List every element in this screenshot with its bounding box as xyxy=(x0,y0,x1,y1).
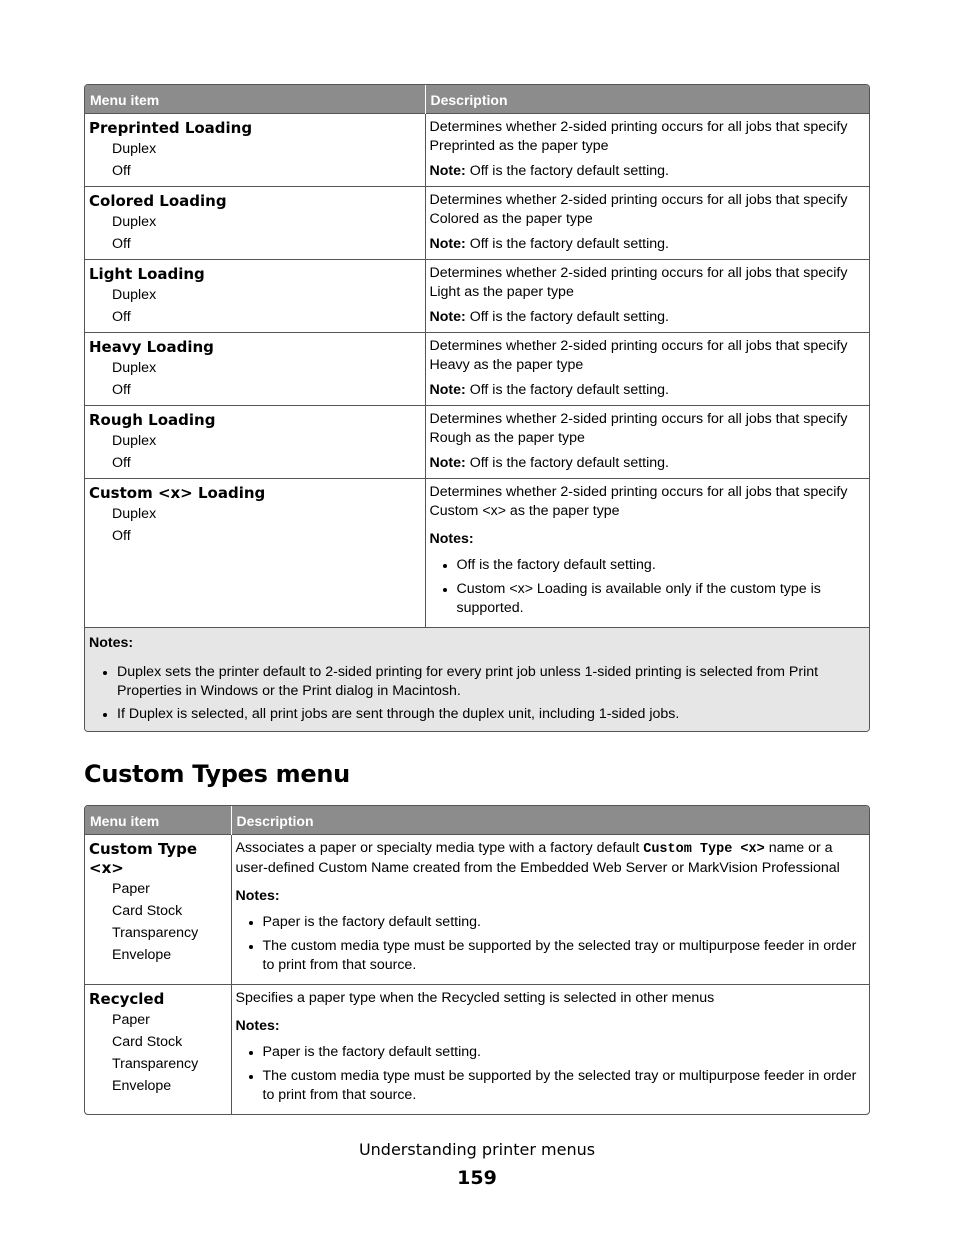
header-description: Description xyxy=(231,806,869,835)
description-cell xyxy=(425,406,869,479)
note-text: Off is the factory default setting. xyxy=(465,455,669,471)
description-cell xyxy=(425,479,869,628)
menu-item-cell xyxy=(85,260,425,333)
note-text: Off is the factory default setting. xyxy=(465,236,669,252)
menu-item-cell xyxy=(85,333,425,406)
notes-list xyxy=(430,556,866,618)
duplex-loading-table xyxy=(84,84,870,732)
note xyxy=(430,308,866,327)
menu-item-title: Colored Loading xyxy=(89,192,227,210)
menu-option: Off xyxy=(112,236,131,252)
menu-option: Envelope xyxy=(112,1078,172,1094)
menu-option: Duplex xyxy=(112,287,157,303)
table-row xyxy=(85,333,869,406)
table-row xyxy=(85,835,869,985)
menu-item-cell xyxy=(85,187,425,260)
list-item: • Paper is the factory default setting. xyxy=(263,913,866,932)
menu-item-cell xyxy=(85,406,425,479)
menu-option: Off xyxy=(112,528,131,544)
footer-section-label: Understanding printer menus xyxy=(358,1140,596,1159)
notes-list xyxy=(236,913,866,975)
menu-option: Card Stock xyxy=(112,1034,183,1050)
table-row xyxy=(85,479,869,628)
menu-option: Off xyxy=(112,309,131,325)
description-text: Determines whether 2-sided printing occurs for all jobs that specify Custom <x> as the paper type xyxy=(429,484,848,519)
menu-option: Paper xyxy=(112,881,150,897)
description-text: Determines whether 2-sided printing occurs for all jobs that specify Preprinted as the paper type xyxy=(429,119,848,154)
note-label: Note: xyxy=(429,382,466,398)
notes-label: Notes: xyxy=(235,1018,280,1034)
menu-option: Envelope xyxy=(112,947,172,963)
page-number: 159 xyxy=(457,1167,497,1189)
note-label: Note: xyxy=(429,309,466,325)
table-header-row xyxy=(85,806,869,835)
header-menu-item: Menu item xyxy=(85,85,425,114)
description-cell xyxy=(231,985,869,1115)
description-text-end: name or a user-defined Custom Name created from the Embedded Web Server or MarkVision Professional xyxy=(235,840,840,876)
menu-item-title: Heavy Loading xyxy=(89,338,214,356)
description-cell xyxy=(425,187,869,260)
description-text-start: Associates a paper or specialty media type with a factory default xyxy=(235,840,644,856)
list-item: • The custom media type must be supported by the selected tray or multipurpose feeder in order to print from that source. xyxy=(263,1067,866,1105)
table-notes-cell xyxy=(85,628,869,732)
description-cell xyxy=(425,260,869,333)
menu-option: Duplex xyxy=(112,214,157,230)
menu-item-title: Custom Type <x> xyxy=(89,840,198,877)
notes-label: Notes: xyxy=(235,888,280,904)
note-text: Off is the factory default setting. xyxy=(465,163,669,179)
menu-option: Duplex xyxy=(112,141,157,157)
description-cell xyxy=(231,835,869,985)
list-item: • Paper is the factory default setting. xyxy=(263,1043,866,1062)
menu-option: Off xyxy=(112,163,131,179)
note xyxy=(430,454,866,473)
note-label: Note: xyxy=(429,163,466,179)
header-menu-item: Menu item xyxy=(85,806,231,835)
note xyxy=(430,381,866,400)
menu-option: Duplex xyxy=(112,506,157,522)
menu-option: Paper xyxy=(112,1012,150,1028)
notes-list xyxy=(236,1043,866,1105)
table-row xyxy=(85,187,869,260)
note-text: Off is the factory default setting. xyxy=(465,382,669,398)
note-label: Note: xyxy=(429,236,466,252)
menu-item-title: Preprinted Loading xyxy=(89,119,253,137)
note xyxy=(430,162,866,181)
table-notes-row xyxy=(85,628,869,732)
menu-option: Card Stock xyxy=(112,903,183,919)
notes-list xyxy=(89,663,865,724)
note-label: Note: xyxy=(429,455,466,471)
description-text: Determines whether 2-sided printing occurs for all jobs that specify Rough as the paper type xyxy=(429,411,848,446)
description-cell xyxy=(425,333,869,406)
menu-item-cell xyxy=(85,479,425,628)
description-text: Determines whether 2-sided printing occurs for all jobs that specify Colored as the paper type xyxy=(429,192,848,227)
list-item: • The custom media type must be supported by the selected tray or multipurpose feeder in order to print from that source. xyxy=(263,937,866,975)
menu-option: Duplex xyxy=(112,433,157,449)
custom-type-code: Custom Type <x> xyxy=(643,842,765,857)
menu-option: Off xyxy=(112,382,131,398)
note xyxy=(430,235,866,254)
menu-item-cell xyxy=(85,985,231,1115)
menu-option: Transparency xyxy=(112,1056,199,1072)
menu-item-title: Custom <x> Loading xyxy=(89,484,266,502)
description-text xyxy=(236,839,866,878)
description-text: Determines whether 2-sided printing occurs for all jobs that specify Light as the paper type xyxy=(429,265,848,300)
list-item: • Duplex sets the printer default to 2-sided printing for every print job unless 1-sided printing is selected from Print Properties in Windows or the Print dialog in Macintosh. xyxy=(117,663,865,701)
menu-option: Off xyxy=(112,455,131,471)
list-item: • Off is the factory default setting. xyxy=(457,556,866,575)
description-text: Specifies a paper type when the Recycled setting is selected in other menus xyxy=(235,990,715,1006)
menu-item-title: Recycled xyxy=(89,990,165,1008)
notes-label: Notes: xyxy=(429,531,474,547)
table-row xyxy=(85,114,869,187)
table-row xyxy=(85,406,869,479)
menu-item-cell xyxy=(85,835,231,985)
description-cell xyxy=(425,114,869,187)
custom-types-table xyxy=(84,805,870,1115)
note-text: Off is the factory default setting. xyxy=(465,309,669,325)
menu-item-title: Light Loading xyxy=(89,265,205,283)
table-row xyxy=(85,985,869,1115)
description-text: Determines whether 2-sided printing occurs for all jobs that specify Heavy as the paper type xyxy=(429,338,848,373)
list-item: • Custom <x> Loading is available only if the custom type is supported. xyxy=(457,580,866,618)
menu-option: Transparency xyxy=(112,925,199,941)
menu-item-title: Rough Loading xyxy=(89,411,216,429)
menu-item-cell xyxy=(85,114,425,187)
menu-option: Duplex xyxy=(112,360,157,376)
section-title: Custom Types menu xyxy=(84,760,350,788)
table-row xyxy=(85,260,869,333)
list-item: • If Duplex is selected, all print jobs are sent through the duplex unit, including 1-sided jobs. xyxy=(117,705,865,724)
notes-label: Notes: xyxy=(89,635,134,651)
header-description: Description xyxy=(425,85,869,114)
table-header-row xyxy=(85,85,869,114)
